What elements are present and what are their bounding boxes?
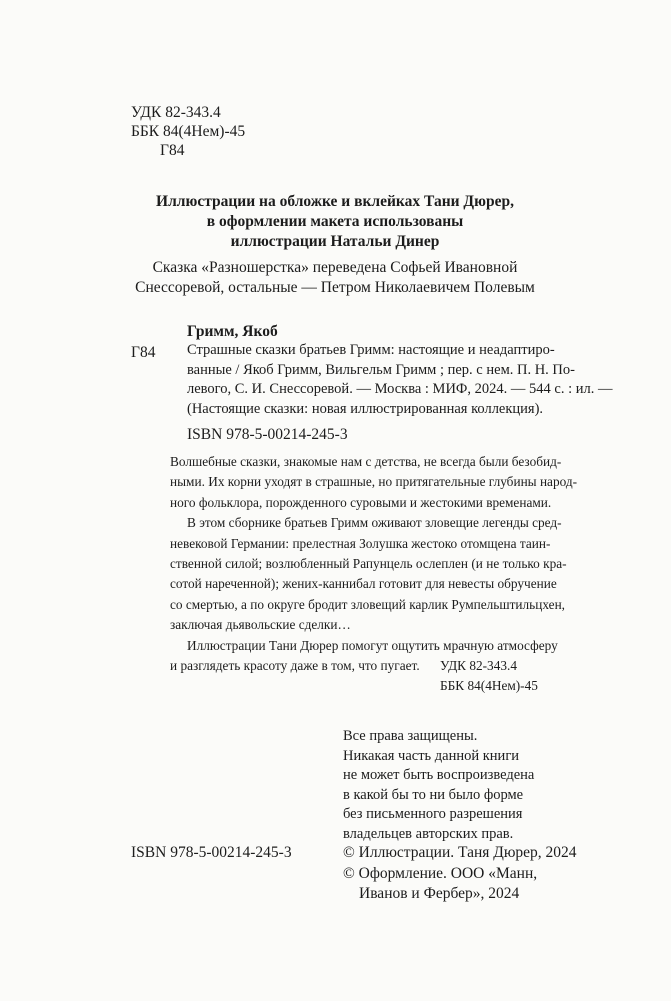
catalog-line: левого, С. И. Снессоревой. — Москва : МИФ, 2024. — 544 с. : ил. — <box>187 381 613 397</box>
copyright-line: © Оформление. ООО «Манн, <box>343 864 538 882</box>
udk-code: УДК 82-343.4 <box>131 104 221 121</box>
catalog-line: ванные / Якоб Гримм, Вильгельм Гримм ; пер. с нем. П. Н. По- <box>187 361 575 378</box>
classification-bottom <box>440 656 538 697</box>
annotation-line: Иллюстрации Тани Дюрер помогут ощутить мрачную атмосферу <box>187 637 558 653</box>
rights-line: не может быть воспроизведена <box>343 767 535 784</box>
annotation-line: ственной силой; возлюбленный Рапунцель ослеплен (и не только кра- <box>170 556 567 572</box>
rights-line: владельцев авторских прав. <box>343 825 514 842</box>
rights-line: Все права защищены. <box>343 728 478 744</box>
annotation-line: заключая дьявольские сделки… <box>170 617 351 633</box>
rights-notice <box>343 727 534 845</box>
credit-line: Снессоревой, остальные — Петром Николаевичем Полевым <box>135 279 535 296</box>
rights-line: Никакая часть данной книги <box>343 747 520 764</box>
copyright-line: © Иллюстрации. Таня Дюрер, 2024 <box>343 844 577 861</box>
udk-code: УДК 82-343.4 <box>440 658 517 673</box>
credit-line: в оформлении макета использованы <box>206 213 464 230</box>
footer-copyrights <box>343 843 577 905</box>
annotation-paragraph <box>170 513 567 635</box>
rights-line: в какой бы то ни было форме <box>343 786 524 803</box>
annotation-line: ного фольклора, порожденного суровыми и жестокими временами. <box>170 494 552 510</box>
author-mark: Г84 <box>160 142 185 159</box>
catalog-line: Страшные сказки братьев Гримм: настоящие и неадаптиро- <box>187 342 555 358</box>
rights-line: без письменного разрешения <box>343 806 523 823</box>
annotation-line: Волшебные сказки, знакомые нам с детства, не всегда были безобид- <box>170 454 562 469</box>
annotation-line: невековой Германии: прелестная Золушка жестоко отомщена таин- <box>170 535 551 551</box>
annotation-line: и разглядеть красоту даже в том, что пугает. <box>170 658 420 674</box>
footer-isbn: ISBN 978-5-00214-245-3 <box>131 844 292 861</box>
bbk-code: ББК 84(4Нем)-45 <box>131 123 246 140</box>
credit-line: Сказка «Разношерстка» переведена Софьей Ивановной <box>152 259 518 276</box>
illustrations-credit <box>110 192 560 252</box>
catalog-author-heading: Гримм, Якоб <box>187 323 278 340</box>
catalog-isbn: ISBN 978-5-00214-245-3 <box>187 426 348 443</box>
catalog-description <box>187 341 613 419</box>
annotation <box>170 452 578 676</box>
translation-credit <box>110 258 560 298</box>
annotation-line: В этом сборнике братьев Гримм оживают зловещие легенды сред- <box>187 515 562 531</box>
credit-line: иллюстрации Натальи Динер <box>230 233 440 250</box>
annotation-paragraph <box>170 452 578 513</box>
bbk-code: ББК 84(4Нем)-45 <box>440 678 538 694</box>
copyright-line: Иванов и Фербер», 2024 <box>359 885 520 902</box>
catalog-line: (Настоящие сказки: новая иллюстрированная коллекция). <box>187 400 544 417</box>
credit-line: Иллюстрации на обложке и вклейках Тани Дюрер, <box>156 193 514 210</box>
classification-top <box>131 103 245 160</box>
annotation-line: сотой нареченной); жених-каннибал готовит для невесты обручение <box>170 576 557 592</box>
annotation-line: со смертью, а по округе бродит зловещий карлик Румпельштильцхен, <box>170 596 566 612</box>
annotation-line: ными. Их корни уходят в страшные, но притягательные глубины народ- <box>170 474 578 490</box>
catalog-mark: Г84 <box>131 344 156 361</box>
